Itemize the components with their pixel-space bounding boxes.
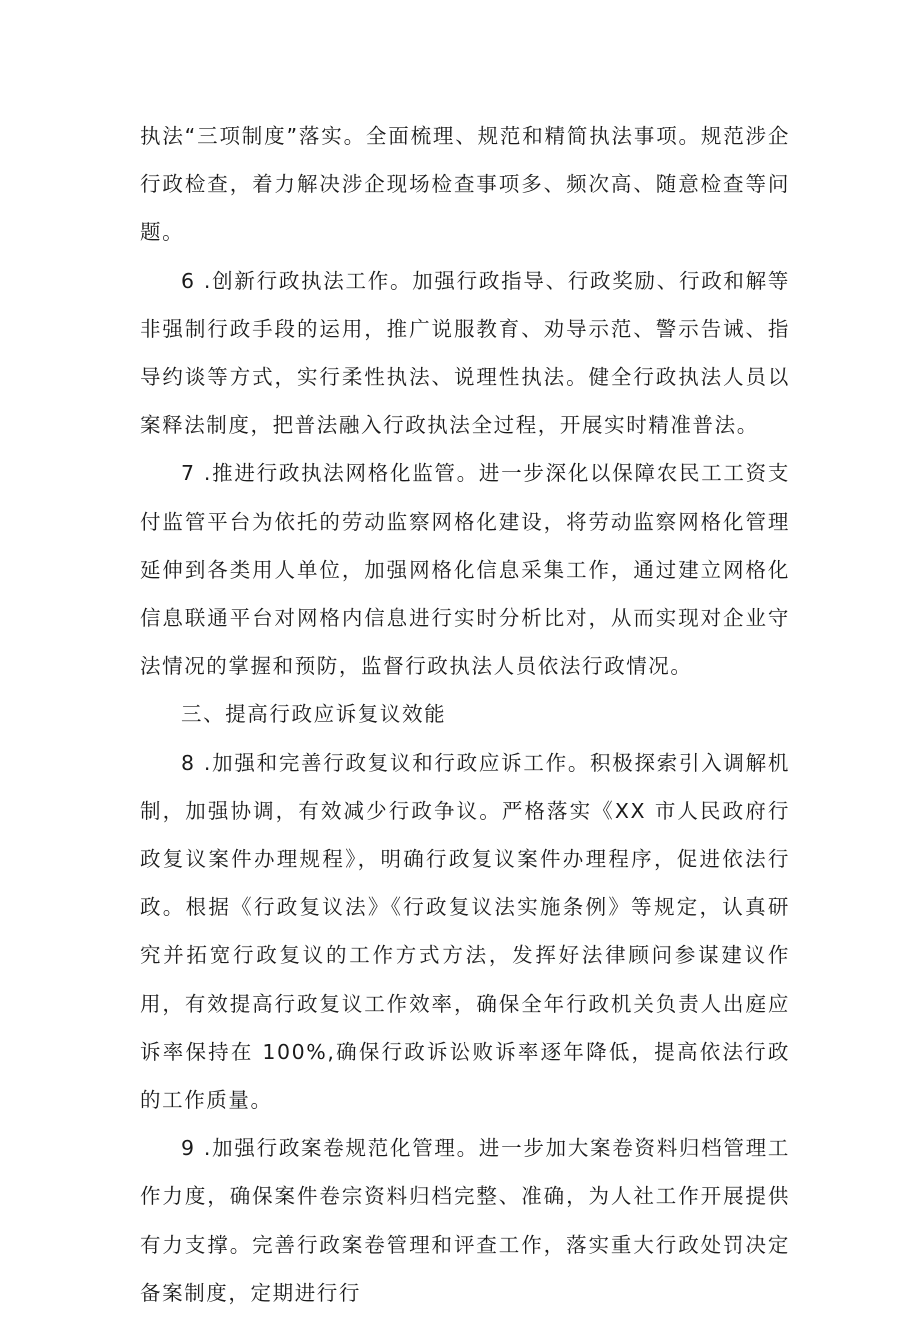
paragraph-item-7: 7 .推进行政执法网格化监管。进一步深化以保障农民工工资支付监管平台为依托的劳动监察网格化建设，将劳动监察网格化管理延伸到各类用人单位，加强网格化信息采集工作，通过建立网格化信息联通平台对网格内信息进行实时分析比对，从而实现对企业守法情况的掌握和预防，监督行政执法人员依法行政情况。 — [140, 461, 790, 679]
document-body — [140, 112, 790, 1317]
section-heading-3: 三、提高行政应诉复议效能 — [181, 702, 447, 727]
paragraph-item-8: 8 .加强和完善行政复议和行政应诉工作。积极探索引入调解机制，加强协调，有效减少行政争议。严格落实《XX 市人民政府行政复议案件办理规程》，明确行政复议案件办理程序，促进依法行政。根据《行政复议法》《行政复议法实施条例》等规定，认真研究并拓宽行政复议的工作方式方法，发挥好法律顾问参谋建议作用，有效提高行政复议工作效率，确保全年行政机关负责人出庭应诉率保持在 100%,确保行政诉讼败诉率逐年降低，提高依法行政的工作质量。 — [140, 750, 790, 1113]
paragraph-enforcement-system: 执法“三项制度”落实。全面梳理、规范和精简执法事项。规范涉企行政检查，着力解决涉企现场检查事项多、频次高、随意检查等问题。 — [140, 124, 790, 245]
paragraph-item-9: 9 .加强行政案卷规范化管理。进一步加大案卷资料归档管理工作力度，确保案件卷宗资料归档完整、准确，为人社工作开展提供有力支撑。完善行政案卷管理和评查工作，落实重大行政处罚决定备案制度，定期进行行 — [140, 1136, 790, 1305]
paragraph-item-6: 6 .创新行政执法工作。加强行政指导、行政奖励、行政和解等非强制行政手段的运用，推广说服教育、劝导示范、警示告诫、指导约谈等方式，实行柔性执法、说理性执法。健全行政执法人员以案释法制度，把普法融入行政执法全过程，开展实时精准普法。 — [140, 268, 790, 438]
